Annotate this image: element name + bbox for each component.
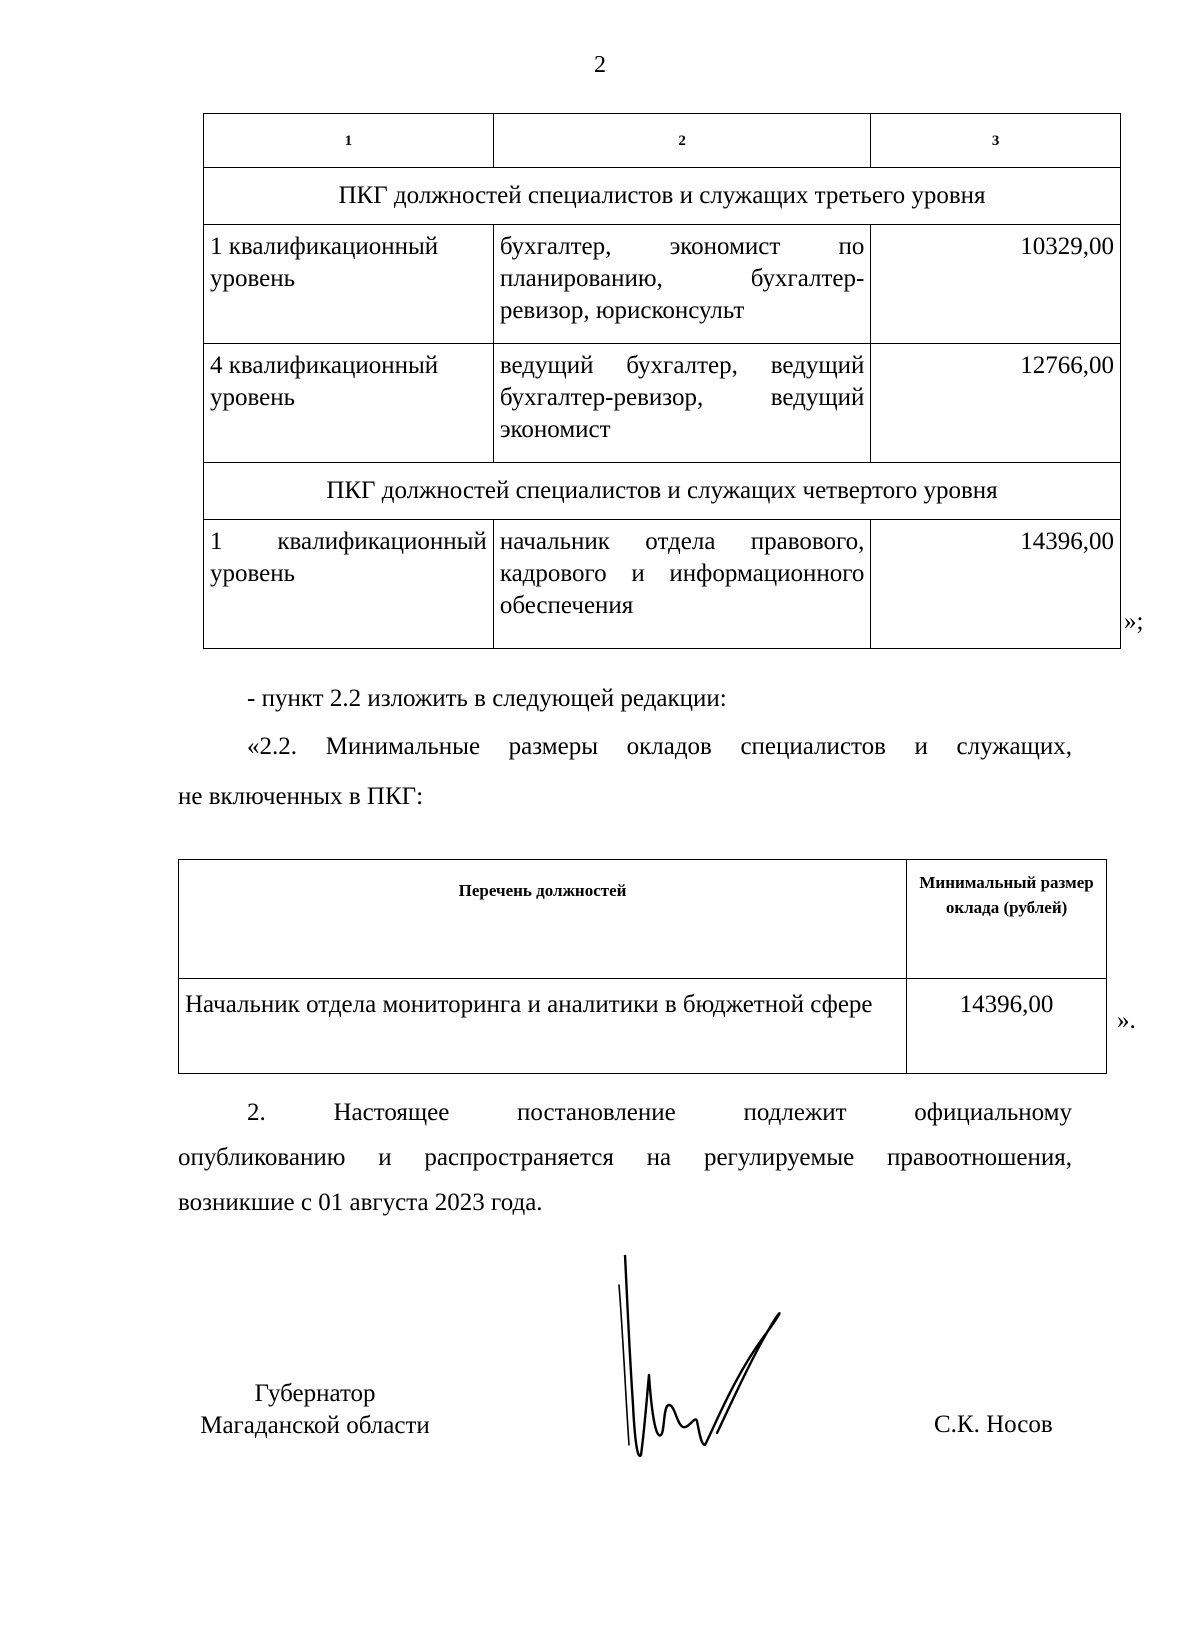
table-row (179, 979, 1107, 1074)
signatory-title (180, 1378, 450, 1442)
paragraph-line: 2. Настоящее постановление подлежит официальному (247, 1099, 1072, 1126)
paragraph-line: опубликованию и распространяется на регулируемые правоотношения, (178, 1144, 1072, 1171)
paragraph-line: «2.2. Минимальные размеры окладов специалистов и служащих, (247, 733, 1072, 760)
group-row-fourth-level (204, 463, 1121, 520)
column-number-3: 3 (871, 114, 1121, 168)
closing-quote: »; (1124, 608, 1144, 635)
salary-table-pkg (203, 113, 1121, 649)
column-number-2: 2 (493, 114, 871, 168)
page-number: 2 (594, 52, 606, 78)
paragraph-publication (178, 1090, 1072, 1225)
salary-value: 10329,00 (871, 225, 1121, 344)
salary-value: 14396,00 (907, 979, 1107, 1074)
salary-value: 12766,00 (871, 344, 1121, 463)
paragraph-line: возникшие с 01 августа 2023 года. (178, 1189, 543, 1216)
group-title: ПКГ должностей специалистов и служащих четвертого уровня (204, 463, 1121, 520)
header-positions: Перечень должностей (179, 860, 907, 979)
table-header-row (179, 860, 1107, 979)
closing-quote: ». (1117, 1007, 1136, 1034)
table-row (204, 344, 1121, 463)
signatory-title-line: Магаданской области (200, 1412, 430, 1439)
table-row (204, 520, 1121, 649)
signatory-title-line: Губернатор (254, 1380, 376, 1407)
table-header-row (204, 114, 1121, 168)
handwritten-signature (605, 1255, 835, 1485)
positions-list: ведущий бухгалтер, ведущий бухгалтер-ревизор, ведущий экономист (493, 344, 871, 463)
group-row-third-level (204, 168, 1121, 225)
paragraph-line: не включенных в ПКГ: (178, 783, 424, 810)
qualification-level: 1 квалификационный уровень (204, 520, 494, 649)
positions-list: начальник отдела правового, кадрового и информационного обеспечения (493, 520, 871, 649)
qualification-level: 1 квалификационный уровень (204, 225, 494, 344)
salary-value: 14396,00 (871, 520, 1121, 649)
paragraph-2-2 (178, 730, 1072, 813)
position-name: Начальник отдела мониторинга и аналитики в бюджетной сфере (179, 979, 907, 1074)
salary-table-non-pkg (178, 859, 1107, 1074)
signatory-name: С.К. Носов (934, 1411, 1053, 1438)
group-title: ПКГ должностей специалистов и служащих третьего уровня (204, 168, 1121, 225)
positions-list: бухгалтер, экономист по планированию, бухгалтер-ревизор, юрисконсульт (493, 225, 871, 344)
column-number-1: 1 (204, 114, 494, 168)
paragraph-amendment: - пункт 2.2 изложить в следующей редакции: (247, 685, 727, 712)
header-salary: Минимальный размер оклада (рублей) (907, 860, 1107, 979)
table-row (204, 225, 1121, 344)
qualification-level: 4 квалификационный уровень (204, 344, 494, 463)
